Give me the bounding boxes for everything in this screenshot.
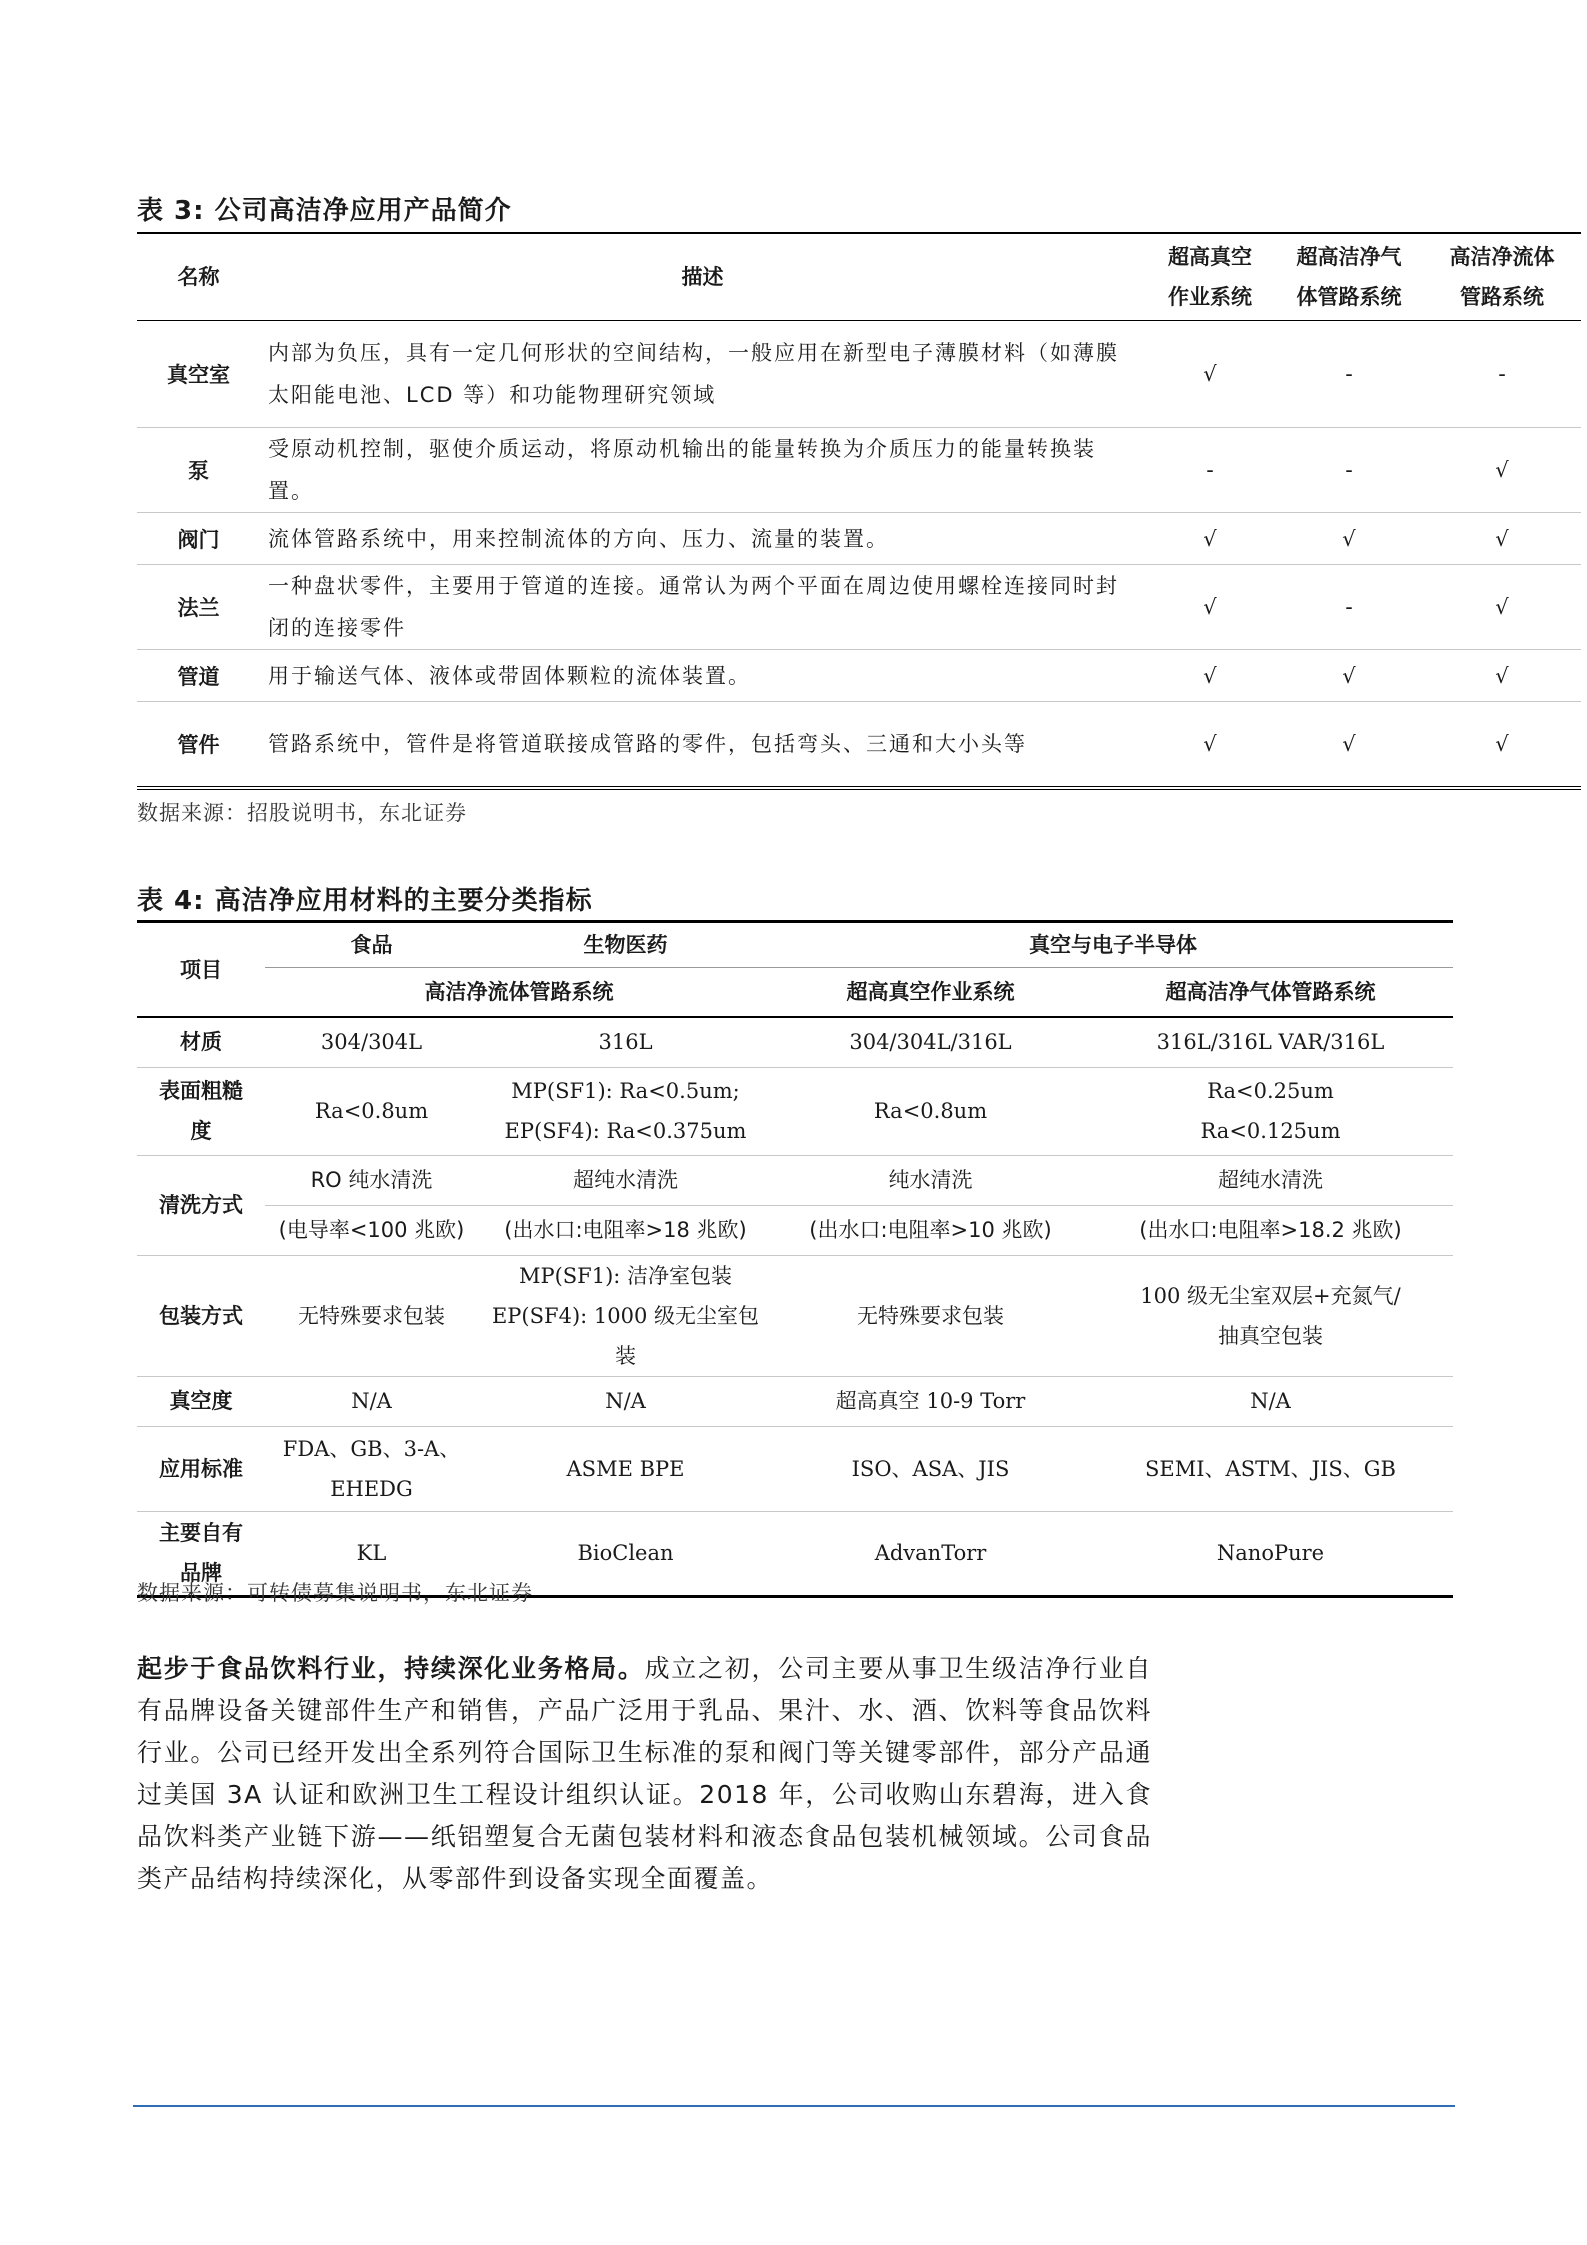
- header-food: 食品: [265, 922, 478, 968]
- cell-food: Ra<0.8um: [265, 1067, 478, 1155]
- paragraph-lead: 起步于食品饮料行业，持续深化业务格局。: [137, 1654, 645, 1683]
- cell-uhv: 无特殊要求包装: [773, 1255, 1088, 1376]
- row-name: 真空室: [137, 321, 260, 428]
- cell-bio: BioClean: [478, 1511, 773, 1596]
- table3-header-row: [137, 233, 1581, 321]
- row-label: 真空度: [137, 1376, 265, 1426]
- cell-food: FDA、GB、3-A、 EHEDG: [265, 1426, 478, 1511]
- header-name: 名称: [137, 233, 260, 321]
- row-label: 表面粗糙度: [137, 1067, 265, 1155]
- cell-uhv: 纯水清洗: [773, 1155, 1088, 1205]
- cell-bio: 316L: [478, 1017, 773, 1067]
- row-mark: -: [1423, 321, 1581, 428]
- header-gas-system: 超高洁净气体管路系统: [1088, 968, 1453, 1018]
- header-item: 项目: [137, 922, 265, 1018]
- header-fluid-system: 高洁净流体管路系统: [265, 968, 773, 1018]
- row-description: 用于输送气体、液体或带固体颗粒的流体装置。: [260, 650, 1145, 702]
- row-description: 内部为负压，具有一定几何形状的空间结构，一般应用在新型电子薄膜材料（如薄膜太阳能电池、LCD 等）和功能物理研究领域: [260, 321, 1145, 428]
- cell-food: KL: [265, 1511, 478, 1596]
- row-mark: √: [1145, 650, 1275, 702]
- row-mark: √: [1145, 702, 1275, 788]
- table-row: [137, 650, 1581, 702]
- cell-gas: 超纯水清洗: [1088, 1155, 1453, 1205]
- header-bio: 生物医药: [478, 922, 773, 968]
- table-row: [137, 321, 1581, 428]
- cell-gas: SEMI、ASTM、JIS、GB: [1088, 1426, 1453, 1511]
- cell-uhv: AdvanTorr: [773, 1511, 1088, 1596]
- cell-uhv: ISO、ASA、JIS: [773, 1426, 1088, 1511]
- row-mark: √: [1275, 513, 1423, 565]
- table4-header-row: [137, 922, 1453, 968]
- table-row: [137, 1155, 1453, 1205]
- cell-gas: N/A: [1088, 1376, 1453, 1426]
- table-row: [137, 1376, 1453, 1426]
- cell-gas: 316L/316L VAR/316L: [1088, 1017, 1453, 1067]
- row-mark: √: [1275, 650, 1423, 702]
- row-mark: √: [1275, 702, 1423, 788]
- cell-gas: Ra<0.25um Ra<0.125um: [1088, 1067, 1453, 1155]
- table-row: [137, 1017, 1453, 1067]
- row-mark: -: [1275, 565, 1423, 650]
- row-name: 管道: [137, 650, 260, 702]
- row-name: 管件: [137, 702, 260, 788]
- row-label: 应用标准: [137, 1426, 265, 1511]
- row-mark: √: [1145, 321, 1275, 428]
- cell-gas: (出水口:电阻率>18.2 兆欧): [1088, 1205, 1453, 1255]
- header-uhv-system: 超高真空作业系统: [773, 968, 1088, 1018]
- cell-gas: 100 级无尘室双层+充氮气/ 抽真空包装: [1088, 1255, 1453, 1376]
- row-mark: √: [1423, 513, 1581, 565]
- table3: [137, 232, 1581, 790]
- cell-food: 304/304L: [265, 1017, 478, 1067]
- row-mark: -: [1275, 321, 1423, 428]
- cell-uhv: (出水口:电阻率>10 兆欧): [773, 1205, 1088, 1255]
- row-name: 阀门: [137, 513, 260, 565]
- cell-bio: 超纯水清洗: [478, 1155, 773, 1205]
- row-description: 管路系统中，管件是将管道联接成管路的零件，包括弯头、三通和大小头等: [260, 702, 1145, 788]
- cell-food: (电导率<100 兆欧): [265, 1205, 478, 1255]
- cell-uhv: 超高真空 10-9 Torr: [773, 1376, 1088, 1426]
- table4: [137, 920, 1453, 1598]
- row-label: 材质: [137, 1017, 265, 1067]
- cell-bio: MP(SF1): 洁净室包装 EP(SF4): 1000 级无尘室包装: [478, 1255, 773, 1376]
- table-row: [137, 513, 1581, 565]
- row-description: 一种盘状零件，主要用于管道的连接。通常认为两个平面在周边使用螺栓连接同时封闭的连接零件: [260, 565, 1145, 650]
- row-description: 受原动机控制，驱使介质运动，将原动机输出的能量转换为介质压力的能量转换装置。: [260, 428, 1145, 513]
- body-paragraph: [137, 1648, 1152, 1900]
- table4-subheader-row: [137, 968, 1453, 1018]
- cell-food: RO 纯水清洗: [265, 1155, 478, 1205]
- header-description: 描述: [260, 233, 1145, 321]
- row-mark: √: [1423, 702, 1581, 788]
- table3-source: 数据来源：招股说明书，东北证券: [137, 801, 467, 825]
- row-mark: √: [1145, 565, 1275, 650]
- row-mark: -: [1145, 428, 1275, 513]
- row-description: 流体管路系统中，用来控制流体的方向、压力、流量的装置。: [260, 513, 1145, 565]
- header-gas-system: 超高洁净气 体管路系统: [1275, 233, 1423, 321]
- table4-source: 数据来源：可转债募集说明书，东北证券: [137, 1581, 533, 1605]
- table-row: [137, 1067, 1453, 1155]
- footer-divider: [133, 2105, 1455, 2107]
- row-label: 包装方式: [137, 1255, 265, 1376]
- row-label: 主要自有品牌: [137, 1511, 265, 1596]
- cell-bio: N/A: [478, 1376, 773, 1426]
- header-uhv-system: 超高真空 作业系统: [1145, 233, 1275, 321]
- row-mark: √: [1145, 513, 1275, 565]
- cell-bio: ASME BPE: [478, 1426, 773, 1511]
- table-row: [137, 565, 1581, 650]
- row-label: 清洗方式: [137, 1155, 265, 1255]
- table-row: [137, 702, 1581, 788]
- cell-uhv: 304/304L/316L: [773, 1017, 1088, 1067]
- table3-caption: 表 3: 公司高洁净应用产品简介: [137, 196, 512, 226]
- cell-food: N/A: [265, 1376, 478, 1426]
- cell-gas: NanoPure: [1088, 1511, 1453, 1596]
- row-mark: -: [1275, 428, 1423, 513]
- header-vacuum-semiconductor: 真空与电子半导体: [773, 922, 1453, 968]
- row-name: 泵: [137, 428, 260, 513]
- table-row: [137, 428, 1581, 513]
- cell-uhv: Ra<0.8um: [773, 1067, 1088, 1155]
- table4-caption: 表 4: 高洁净应用材料的主要分类指标: [137, 886, 593, 916]
- cell-bio: (出水口:电阻率>18 兆欧): [478, 1205, 773, 1255]
- header-fluid-system: 高洁净流体 管路系统: [1423, 233, 1581, 321]
- row-mark: √: [1423, 565, 1581, 650]
- row-mark: √: [1423, 650, 1581, 702]
- table-row: [137, 1426, 1453, 1511]
- table-row: [137, 1205, 1453, 1255]
- table-row: [137, 1255, 1453, 1376]
- cell-bio: MP(SF1): Ra<0.5um; EP(SF4): Ra<0.375um: [478, 1067, 773, 1155]
- row-name: 法兰: [137, 565, 260, 650]
- paragraph-body: 成立之初，公司主要从事卫生级洁净行业自有品牌设备关键部件生产和销售，产品广泛用于乳品、果汁、水、酒、饮料等食品饮料行业。公司已经开发出全系列符合国际卫生标准的泵和阀门等关键零部件，部分产品通过美国 3A 认证和欧洲卫生工程设计组织认证。2018 年，公司收购山东碧海，进入食品饮料类产业链下游——纸铝塑复合无菌包装材料和液态食品包装机械领域。公司食品类产品结构持续深化，从零部件到设备实现全面覆盖。: [137, 1654, 1152, 1893]
- cell-food: 无特殊要求包装: [265, 1255, 478, 1376]
- row-mark: √: [1423, 428, 1581, 513]
